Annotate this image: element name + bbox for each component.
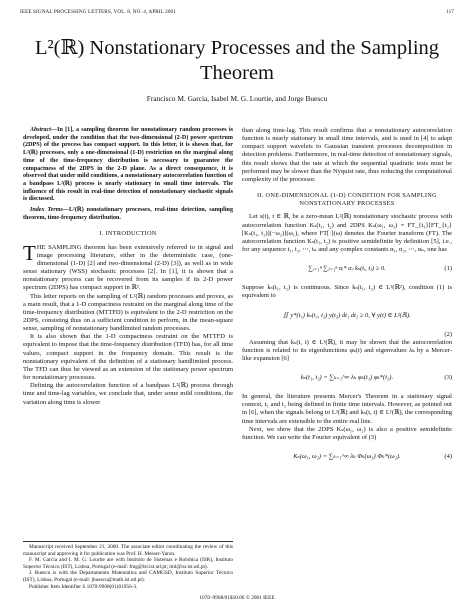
author-list: Francisco M. Garcia, Isabel M. G. Lourtie, and Jorge Buescu [146, 94, 328, 103]
footnotes: Manuscript received September 21, 2000. The associate editor coordinating the review of this manuscript and approving it for publication was Prof. H. Messer-Yaron. F. M. Garcia and I. M. G. Lourtie are with Instituto de Sistemas e Robótica (ISR), Instituto Superior Técnico (IST), Lisboa, Portugal (e-mail: fmg@isr.ist.utl.pt; iml@isr.ist.utl.pt). J. Buescu is with the Departamento Matemática and CAMGSD, Instituto Superior Técnico (IST), Lisboa, Portugal (e-mail: jbuescu@math.ist.utl.pt). Publisher Item Identifier S 1070-9908(01)01956-3. [23, 541, 233, 590]
equation-number: (4) [444, 453, 452, 461]
copyright-footer: 1070–9908/01$10.00 © 2001 IEEE [199, 595, 275, 601]
body-paragraph: It is also shown that the 1-D compactness restraint on the MTTFD is equivalent to impose that the time-frequency distribution (TFD) has, for all time values, compact support in the frequency domain. This result is the nonstationary equivalent of the definition of a stationary bandlimited process. The TFD can thus be viewed as an extension of the stationary power spectrum for nonstationary processes. [23, 333, 233, 382]
section-heading: II. ONE-DIMENSIONAL (1-D) CONDITION FOR SAMPLING NONSTATIONARY PROCESSES [257, 192, 437, 208]
equation: kₛ(t₁, t₂) = ∑ₖ₌₁^∞ λₖ φₖ(t₁) φₖ*(t₂). (3) [242, 367, 452, 389]
abstract: Abstract—In [1], a sampling theorem for nonstationary random processes is developed, under the condition that the two-dimensional (2-D) power spectrum (2DPS) of the process has compact support. In this letter, it is shown that, for L²(ℝ) processes, only a one-dimensional (1-D) restriction on the marginal along time of the time-frequency distribution is necessary to guarantee the compactness of the 2DPS in the 2-D plane. As a direct consequence, it is observed that under mild conditions, a nonstationary autocorrelation function of a bandpass L²(ℝ) process is nearly stationary in small time intervals. The influence of this result in real-time detection of nonstationary stochastic signals is discussed. [23, 127, 233, 203]
body-paragraph: In general, the literature presents Mercer's Theorem in a stationary signal context, t₁ and t₂ being defined in finite time intervals. However, as pointed out in [6], when the signals belong to L²(ℝ) and kₛ(t, t) ∈ L¹(ℝ), the corresponding time intervals are extensible to the entire real line. [242, 393, 452, 425]
equation-number: (2) [444, 330, 452, 338]
body-paragraph: Let s(t), t ∈ ℝ, be a zero-mean L²(ℝ) nonstationary stochastic process with autocorrelation function Kₛ(t₁, t₂) and 2DPS Kₛ(ω₁, ω₂) = FT_{t₁}[FT_{t₂}[Kₛ(t₁, t₂)](−ω₂)](ω₁), where FT[·](ω) denotes the Fourier transform (FT). The autocorrelation function Kₛ(t₁, t₂) is positive semidefinite by definition [5], i.e., for any sequence t₁, t₂, ⋯, tₙ and any complex constants α₁, α₂, ⋯, αₙ, one has [242, 213, 452, 254]
left-column [23, 127, 233, 407]
equation: ∬ y*(t₁) kₛ(t₁, t₂) y(t₂) dt₁ dt₂ ≥ 0, ∀ y(t) ∈ L²(ℝ). [283, 311, 411, 319]
body-paragraph: than along time-lag. This result confirms that a nonstationary autocorrelation function is nearly stationary in small time intervals, and is used in [4] to adapt compact support wavelets to Gaussian transient processes decomposition in detection problems. Furthermore, in real-time detection of nonstationary signals, this result shows that the rate at which the sequential quadratic tests must be performed may be slower than the Nyquist rate, thus reducing the computational complexity of the processor. [242, 127, 452, 183]
equation: ∑ᵢ₌₁ⁿ ∑ⱼ₌₁ⁿ αᵢ* αⱼ kₛ(tᵢ, tⱼ) ≥ 0. (1) [242, 258, 452, 280]
intro-paragraph: THE SAMPLING theorem has been extensively referred to in signal and image processing literature, either in the deterministic case, (one-dimensional (1-D) [2] and two-dimensional (2-D) [3]), as well as in wide sense stationary (WSS) stochastic processes [2]. In [1], it is shown that a nonstationary process can be recovered from its samples if its 2-D power spectrum (2DPS) has compact support in ℝ². [23, 240, 233, 292]
body-paragraph: Defining the autocorrelation function of a bandpass L²(ℝ) process through time and time-lag variables, we conclude that, under some mild conditions, the variation along time is slower [23, 382, 233, 406]
section-heading: I. INTRODUCTION [99, 230, 157, 238]
equation-number: (1) [444, 265, 452, 273]
right-column [242, 127, 452, 472]
equation-number: (3) [444, 374, 452, 382]
body-paragraph: Assuming that kₛ(t, t) ∈ L¹(ℝ), it may be shown that the autocorrelation function is related to its eigenfunctions φₖ(t) and eigenvalues λₖ by a Mercer-like expansion [6] [242, 338, 452, 362]
index-terms: Index Terms—L²(ℝ) nonstationary processes, real-time detection, sampling theorem, time-frequency distribution. [23, 207, 233, 221]
body-paragraph: This letter reports on the sampling of L²(ℝ) random processes and proves, as a main result, that a 1-D compactness restraint on the marginal along time of the time-frequency distribution (MTTFD) is equivalent to the 2-D restriction on the 2DPS, consisting thus on a sufficient condition to perform, in the mean-square sense, sampling of nonstationary bandlimited random processes. [23, 292, 233, 333]
body-paragraph: Suppose kₛ(t₁, t₂) is continuous. Since kₛ(t₁, t₂) ∈ L²(ℝ²), condition (1) is equivalent to [242, 284, 452, 300]
body-paragraph: Next, we show that the 2DPS Kₛ(ω₁, ω₂) is also a positive semidefinite function. We can write the Fourier equivalent of (3) [242, 425, 452, 441]
page-number: 117 [446, 9, 454, 15]
drop-cap: T [23, 240, 36, 265]
equation: Kₛ(ω₁, ω₂) = ∑ₖ₌₁^∞ λₖ Φₖ(ω₁) Φₖ*(ω₂). (4) [242, 446, 452, 468]
journal-header: IEEE SIGNAL PROCESSING LETTERS, VOL. 8, NO. 4, APRIL 2001 [20, 9, 176, 15]
paper-title: L²(ℝ) Nonstationary Processes and the Sampling Theorem [34, 37, 440, 84]
